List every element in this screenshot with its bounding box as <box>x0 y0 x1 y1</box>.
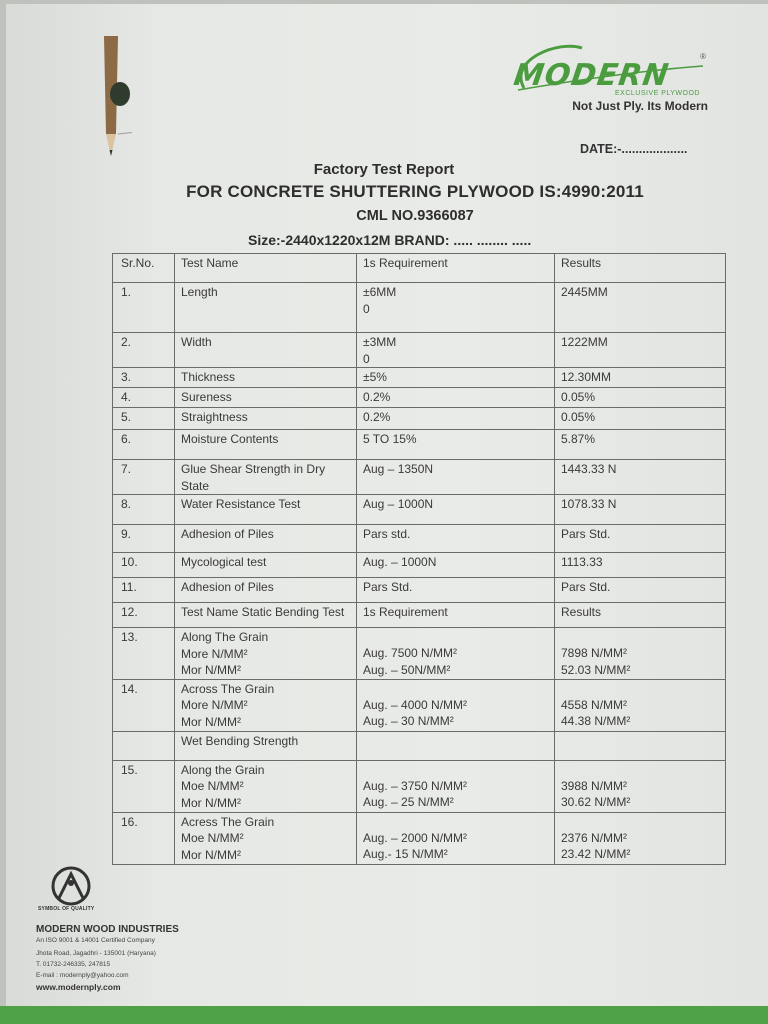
table-row <box>113 731 726 760</box>
test-name-cell <box>175 333 357 368</box>
table-row <box>113 333 726 368</box>
result-cell-line <box>561 629 720 645</box>
cml-number: CML NO.9366087 <box>356 208 474 224</box>
table-row <box>113 553 726 578</box>
requirement-cell-line: Aug. – 30 N/MM² <box>363 714 454 728</box>
test-results-table <box>112 253 726 865</box>
test-name-cell <box>175 553 357 578</box>
bottom-green-bar <box>0 1006 768 1024</box>
table-row <box>113 408 726 430</box>
result-cell <box>555 495 726 525</box>
test-name-cell-line: Across The Grain <box>181 681 275 696</box>
test-name-cell-line: Adhesion of Piles <box>181 527 274 541</box>
requirement-cell-line: 0.2% <box>363 410 391 424</box>
test-name-cell-line: Length <box>181 285 218 299</box>
requirement-cell <box>357 553 555 578</box>
requirement-cell-line: Aug. – 25 N/MM² <box>363 795 454 809</box>
result-cell-line: 2376 N/MM² <box>561 830 628 845</box>
test-name-cell-line: Mycological test <box>181 555 267 569</box>
table-row <box>113 679 726 731</box>
test-name-cell <box>175 525 357 553</box>
date-field: DATE:-................... <box>580 142 688 156</box>
sr-no-cell <box>113 731 175 760</box>
header-test-name: Test Name <box>175 254 357 283</box>
test-name-cell <box>175 368 357 388</box>
header-requirement: 1s Requirement <box>357 254 555 283</box>
result-cell <box>555 430 726 460</box>
requirement-cell-line: 1s Requirement <box>363 605 448 619</box>
requirement-cell-line: ±6MM <box>363 285 397 299</box>
requirement-cell-line <box>363 629 549 645</box>
sr-no-cell: 11. <box>113 578 175 603</box>
requirement-cell-line: Aug – 1350N <box>363 462 434 476</box>
table-body <box>113 283 726 865</box>
requirement-cell-line: Pars Std. <box>363 580 413 594</box>
sr-no-cell: 14. <box>113 679 175 731</box>
test-name-cell-line: Mor N/MM² <box>181 714 241 729</box>
result-cell-line: 12.30MM <box>561 370 612 384</box>
test-name-cell-line: Along the Grain <box>181 762 265 777</box>
requirement-cell-line <box>363 681 549 697</box>
result-cell-line: 52.03 N/MM² <box>561 662 631 677</box>
test-name-cell-line: Along The Grain <box>181 630 269 644</box>
result-cell <box>555 603 726 628</box>
sr-no-cell: 2. <box>113 333 175 368</box>
test-name-cell <box>175 388 357 408</box>
sr-no-cell: 1. <box>113 283 175 333</box>
result-cell <box>555 628 726 680</box>
test-name-cell-line: Test Name Static Bending Test <box>181 605 345 619</box>
test-name-cell <box>175 283 357 333</box>
test-name-cell-line: Moe N/MM² <box>181 779 244 793</box>
result-cell-line: 1113.33 <box>561 555 603 569</box>
report-subtitle: FOR CONCRETE SHUTTERING PLYWOOD IS:4990:2011 <box>186 182 644 201</box>
result-cell <box>555 368 726 388</box>
requirement-cell-line <box>363 733 549 749</box>
test-name-cell-line: Sureness <box>181 390 232 404</box>
result-cell-line: Pars Std. <box>561 580 611 594</box>
requirement-cell <box>357 603 555 628</box>
sr-no-cell: 10. <box>113 553 175 578</box>
requirement-cell <box>357 430 555 460</box>
table-row <box>113 430 726 460</box>
company-address: Jhota Road, Jagadhri - 135001 (Haryana) <box>36 950 156 957</box>
table-row <box>113 603 726 628</box>
test-name-cell-line: Water Resistance Test <box>181 497 301 511</box>
test-name-cell <box>175 495 357 525</box>
requirement-cell-line: Aug. – 4000 N/MM² <box>363 697 468 712</box>
table-row <box>113 628 726 680</box>
sr-no-cell: 12. <box>113 603 175 628</box>
result-cell-line: 3988 N/MM² <box>561 778 628 793</box>
result-cell-line: 1222MM <box>561 335 608 349</box>
table-row <box>113 760 726 812</box>
table-row <box>113 578 726 603</box>
result-cell-line: 0.05% <box>561 390 596 404</box>
test-name-cell-line: Adhesion of Piles <box>181 580 274 594</box>
result-cell-line: 7898 N/MM² <box>561 646 628 660</box>
table-row <box>113 495 726 525</box>
result-cell-line: 30.62 N/MM² <box>561 795 631 809</box>
requirement-cell <box>357 283 555 333</box>
result-cell <box>555 812 726 864</box>
test-name-cell <box>175 408 357 430</box>
result-cell-line: 44.38 N/MM² <box>561 714 631 728</box>
result-cell <box>555 283 726 333</box>
requirement-cell <box>357 460 555 495</box>
result-cell-line: 5.87% <box>561 432 596 446</box>
test-name-cell-line: Mor N/MM² <box>181 663 241 677</box>
result-cell-line <box>561 733 720 749</box>
requirement-cell <box>357 333 555 368</box>
test-name-cell-line: State <box>181 478 210 493</box>
result-cell <box>555 679 726 731</box>
requirement-cell <box>357 731 555 760</box>
header-sr-no: Sr.No. <box>113 254 175 283</box>
table-row <box>113 812 726 864</box>
table-row <box>113 460 726 495</box>
requirement-cell-line: Pars std. <box>363 527 411 541</box>
test-name-cell <box>175 628 357 680</box>
requirement-cell-line <box>363 814 549 830</box>
test-name-cell <box>175 760 357 812</box>
test-name-cell-line: Thickness <box>181 370 236 384</box>
table-row <box>113 368 726 388</box>
test-name-cell-line: Wet Bending Strength <box>181 733 299 748</box>
pencil-icon <box>96 34 132 162</box>
test-name-cell <box>175 679 357 731</box>
sr-no-cell: 16. <box>113 812 175 864</box>
result-cell-line: 0.05% <box>561 410 596 424</box>
test-name-cell-line: More N/MM² <box>181 646 248 661</box>
requirement-cell <box>357 368 555 388</box>
table-row <box>113 525 726 553</box>
test-name-cell-line: Acress The Grain <box>181 814 275 829</box>
result-cell <box>555 333 726 368</box>
result-cell <box>555 525 726 553</box>
registered-mark: ® <box>700 52 706 61</box>
company-email: E-mail : modernply@yahoo.com <box>36 972 129 979</box>
result-cell-line: Results <box>561 605 602 619</box>
result-cell-line: 23.42 N/MM² <box>561 847 631 861</box>
result-cell <box>555 388 726 408</box>
sr-no-cell: 15. <box>113 760 175 812</box>
requirement-cell-line: Aug.- 15 N/MM² <box>363 847 448 861</box>
requirement-cell-line <box>363 762 549 778</box>
test-name-cell-line: Straightness <box>181 410 248 424</box>
table-row <box>113 388 726 408</box>
logo-wordmark: MODERN <box>511 58 672 93</box>
result-cell-line: 2445MM <box>561 285 608 299</box>
company-cert: An ISO 9001 & 14001 Certified Company <box>36 937 155 944</box>
sr-no-cell: 6. <box>113 430 175 460</box>
quality-symbol-icon <box>40 864 102 908</box>
requirement-cell-line: Aug. – 50N/MM² <box>363 662 451 677</box>
requirement-cell <box>357 408 555 430</box>
test-name-cell-line: Moe N/MM² <box>181 831 244 845</box>
sr-no-cell: 8. <box>113 495 175 525</box>
result-cell-line: 1443.33 N <box>561 462 617 476</box>
requirement-cell <box>357 388 555 408</box>
test-name-cell <box>175 731 357 760</box>
requirement-cell-line: 0 <box>363 301 370 316</box>
requirement-cell <box>357 760 555 812</box>
requirement-cell-line: 0.2% <box>363 390 391 404</box>
sr-no-cell: 5. <box>113 408 175 430</box>
company-phone: T. 01732-246335, 247815 <box>36 961 111 968</box>
table-row <box>113 283 726 333</box>
result-cell-line: Pars Std. <box>561 527 611 541</box>
test-name-cell <box>175 578 357 603</box>
size-brand-line: Size:-2440x1220x12M BRAND: ..... ........ ..... <box>248 232 532 248</box>
requirement-cell-line: Aug. – 2000 N/MM² <box>363 830 468 845</box>
requirement-cell <box>357 495 555 525</box>
test-name-cell-line: Mor N/MM² <box>181 795 241 810</box>
test-name-cell <box>175 812 357 864</box>
requirement-cell-line: Aug – 1000N <box>363 497 434 511</box>
symbol-of-quality: SYMBOL OF QUALITY <box>38 906 95 912</box>
result-cell <box>555 460 726 495</box>
company-website: www.modernply.com <box>36 982 121 992</box>
header-results: Results <box>555 254 726 283</box>
requirement-cell-line: ±3MM <box>363 335 397 349</box>
test-name-cell <box>175 430 357 460</box>
result-cell-line <box>561 762 720 778</box>
requirement-cell-line: ±5% <box>363 370 387 384</box>
requirement-cell <box>357 578 555 603</box>
test-name-cell-line: Width <box>181 335 212 349</box>
result-cell <box>555 408 726 430</box>
requirement-cell <box>357 525 555 553</box>
requirement-cell-line: 0 <box>363 351 370 366</box>
result-cell-line: 1078.33 N <box>561 497 617 511</box>
result-cell-line <box>561 814 720 830</box>
sr-no-cell: 3. <box>113 368 175 388</box>
requirement-cell <box>357 679 555 731</box>
requirement-cell-line: 5 TO 15% <box>363 432 417 446</box>
requirement-cell-line: Aug. – 3750 N/MM² <box>363 778 468 793</box>
sr-no-cell: 13. <box>113 628 175 680</box>
company-name: MODERN WOOD INDUSTRIES <box>36 924 179 935</box>
result-cell <box>555 578 726 603</box>
test-name-cell-line: More N/MM² <box>181 698 248 712</box>
test-name-cell-line: Glue Shear Strength in Dry <box>181 462 326 476</box>
sr-no-cell: 4. <box>113 388 175 408</box>
modern-logo <box>498 40 714 116</box>
result-cell-line <box>561 681 720 697</box>
requirement-cell-line: Aug. 7500 N/MM² <box>363 646 458 660</box>
logo-subtitle: EXCLUSIVE PLYWOOD <box>614 90 700 97</box>
requirement-cell <box>357 628 555 680</box>
result-cell <box>555 731 726 760</box>
test-name-cell-line: Mor N/MM² <box>181 847 241 862</box>
result-cell <box>555 553 726 578</box>
requirement-cell-line: Aug. – 1000N <box>363 555 437 569</box>
sr-no-cell: 9. <box>113 525 175 553</box>
test-name-cell <box>175 460 357 495</box>
result-cell <box>555 760 726 812</box>
test-name-cell-line: Moisture Contents <box>181 432 279 446</box>
table-header-row <box>113 254 726 283</box>
result-cell-line: 4558 N/MM² <box>561 697 628 712</box>
test-name-cell <box>175 603 357 628</box>
requirement-cell <box>357 812 555 864</box>
report-title: Factory Test Report <box>313 161 455 178</box>
logo-tagline: Not Just Ply. Its Modern <box>572 99 708 113</box>
sr-no-cell: 7. <box>113 460 175 495</box>
